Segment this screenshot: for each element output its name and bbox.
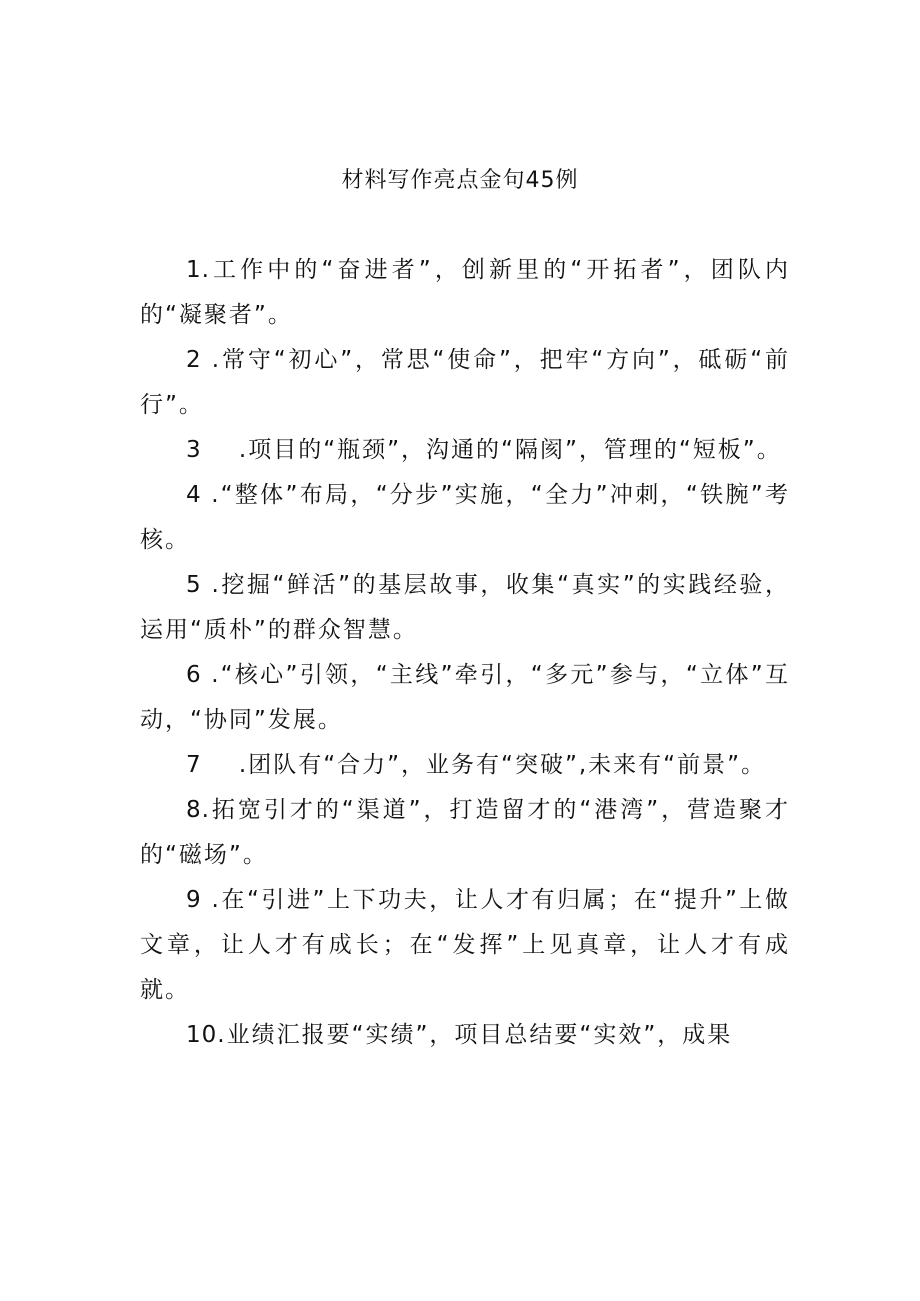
list-item	[140, 743, 790, 788]
document-body	[140, 248, 790, 1058]
item-number: 7	[186, 752, 202, 778]
item-text: 团队有“合力”，业务有“突破”,未来有“前景”。	[248, 752, 767, 778]
list-item	[140, 1013, 790, 1058]
item-separator: .	[201, 797, 211, 823]
list-item	[140, 788, 790, 878]
item-number: 8	[186, 797, 202, 823]
item-separator: .	[201, 752, 249, 778]
item-separator: .	[201, 437, 249, 463]
item-text: 常守“初心”，常思“使命”，把牢“方向”，砥砺“前行”。	[140, 347, 790, 418]
item-separator: .	[201, 257, 211, 283]
item-text: 工作中的“奋进者”，创新里的“开拓者”，团队内的“凝聚者”。	[140, 257, 790, 328]
item-text: 挖掘“鲜活”的基层故事，收集“真实”的实践经验，运用“质朴”的群众智慧。	[140, 572, 790, 643]
list-item	[140, 563, 790, 653]
list-item	[140, 428, 790, 473]
item-separator: .	[201, 572, 221, 598]
list-item	[140, 878, 790, 1013]
item-text: “整体”布局，“分步”实施，“全力”冲刺，“铁腕”考核。	[140, 482, 791, 553]
item-text: 拓宽引才的“渠道”，打造留才的“港湾”，营造聚才的“磁场”。	[140, 797, 790, 868]
item-text: 项目的“瓶颈”，沟通的“隔阂”，管理的“短板”。	[248, 437, 782, 463]
list-item	[140, 248, 790, 338]
item-number: 1	[186, 257, 202, 283]
item-separator: .	[201, 662, 221, 688]
item-separator: .	[201, 887, 221, 913]
item-number: 9	[186, 887, 202, 913]
item-separator: .	[217, 1022, 227, 1048]
item-separator: .	[201, 482, 221, 508]
item-number: 5	[186, 572, 202, 598]
item-number: 10	[186, 1022, 218, 1048]
list-item	[140, 473, 790, 563]
list-item	[140, 338, 790, 428]
item-text: 业绩汇报要“实绩”，项目总结要“实效”，成果	[226, 1022, 733, 1048]
list-item	[140, 653, 790, 743]
item-number: 2	[186, 347, 202, 373]
item-number: 3	[186, 437, 202, 463]
item-text: 在“引进”上下功夫，让人才有归属；在“提升”上做文章，让人才有成长；在“发挥”上见真章，让人才有成就。	[140, 887, 790, 1003]
item-text: “核心”引领，“主线”牵引，“多元”参与，“立体”互动，“协同”发展。	[140, 662, 791, 733]
item-separator: .	[201, 347, 222, 373]
item-number: 6	[186, 662, 202, 688]
page-title: 材料写作亮点金句45例	[341, 168, 579, 193]
item-number: 4	[186, 482, 202, 508]
